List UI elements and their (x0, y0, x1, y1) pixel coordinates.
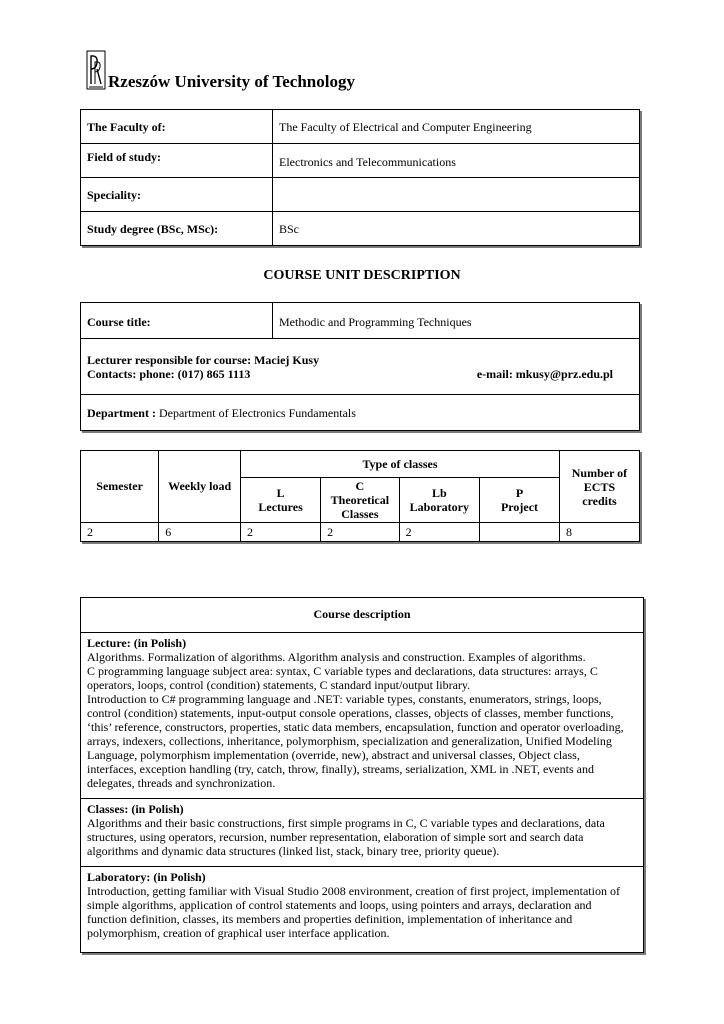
lectures-value: 2 (241, 523, 321, 542)
table-row (81, 212, 640, 246)
theoretical-classes-header (321, 478, 399, 523)
faculty-label: The Faculty of: (81, 110, 273, 144)
weekly-load-value: 6 (159, 523, 241, 542)
theoretical-classes-value: 2 (321, 523, 399, 542)
table-row (81, 598, 644, 633)
table-row (81, 395, 640, 431)
table-row (81, 110, 640, 144)
field-of-study-label: Field of study: (81, 144, 273, 178)
table-row (81, 633, 644, 799)
course-info-table (80, 302, 640, 431)
table-row (81, 867, 644, 953)
ects-header-line-1: Number of (571, 465, 628, 480)
theoretical-classes-name-1: Theoretical (330, 493, 390, 507)
classes-table (80, 450, 640, 542)
table-row (81, 339, 640, 395)
study-degree-value: BSc (273, 212, 640, 246)
table-row (81, 303, 640, 339)
table-row (81, 144, 640, 178)
laboratory-heading: Laboratory: (in Polish) (87, 870, 206, 884)
classes-section (81, 799, 644, 867)
project-value (480, 523, 560, 542)
speciality-value (273, 178, 640, 212)
lecture-heading: Lecture: (in Polish) (87, 636, 187, 650)
semester-header: Semester (81, 451, 159, 523)
lecturer-cell (81, 339, 640, 395)
contacts-email: e-mail: mkusy@prz.edu.pl (476, 367, 613, 381)
university-logo-icon (86, 50, 106, 90)
laboratory-line: function definition, classes, its members and properties definition, implementation of inheritance and (87, 912, 573, 926)
table-row (81, 523, 640, 542)
laboratory-code: Lb (431, 486, 447, 500)
laboratory-line: Introduction, getting familiar with Visual Studio 2008 environment, creation of first project, implementation of (87, 884, 620, 898)
course-description-title: Course description (81, 598, 644, 633)
theoretical-classes-name-2: Classes (341, 507, 379, 521)
classes-heading: Classes: (in Polish) (87, 802, 184, 816)
table-row (81, 799, 644, 867)
department-label: Department : (87, 406, 156, 420)
course-description-table (80, 597, 644, 953)
lecture-line: ‘this’ reference, constructors, properties, static data members, encapsulation, function and operator overloading, (87, 720, 624, 734)
contacts-row (87, 367, 613, 381)
lecture-line: control (condition) statements, input-output console operations, classes, objects of classes, member functions, (87, 706, 614, 720)
semester-value: 2 (81, 523, 159, 542)
theoretical-classes-code: C (355, 479, 365, 493)
faculty-info-table (80, 109, 640, 246)
lectures-code: L (276, 486, 285, 500)
laboratory-line: simple algorithms, application of control statements and loops, using pointers and arrays, declaration and (87, 898, 592, 912)
lecture-line: operators, loops, control (condition) statements, C standard input/output library. (87, 678, 471, 692)
course-title-value: Methodic and Programming Techniques (273, 303, 640, 339)
course-title-label: Course title: (81, 303, 273, 339)
project-code: P (515, 486, 524, 500)
lecture-line: Algorithms. Formalization of algorithms. Algorithm analysis and construction. Examples of algorithms. (87, 650, 586, 664)
laboratory-line: polymorphism, creation of graphical user interface application. (87, 926, 390, 940)
laboratory-section (81, 867, 644, 953)
project-header (480, 478, 560, 523)
lecture-line: Language, polymorphism implementation (override, new), abstract and universal classes, Object class, (87, 748, 580, 762)
table-row (81, 178, 640, 212)
lectures-name: Lectures (258, 500, 303, 514)
university-title: Rzeszów University of Technology (108, 72, 355, 91)
lecturer-line: Lecturer responsible for course: Maciej Kusy (87, 353, 320, 367)
department-value: Department of Electronics Fundamentals (158, 406, 356, 420)
contacts-phone: Contacts: phone: (017) 865 1113 (87, 367, 251, 381)
lecture-section (81, 633, 644, 799)
department-cell (81, 395, 640, 431)
ects-value: 8 (559, 523, 639, 542)
laboratory-value: 2 (399, 523, 479, 542)
weekly-load-header: Weekly load (159, 451, 241, 523)
laboratory-name: Laboratory (409, 500, 469, 514)
lecture-line: arrays, indexers, collections, inheritance, polymorphism, specialization and generalization, Unified Modeling (87, 734, 612, 748)
section-title: COURSE UNIT DESCRIPTION (263, 268, 461, 283)
lecture-line: C programming language subject area: syntax, C variable types and declarations, data structures: arrays, C (87, 664, 598, 678)
classes-line: Algorithms and their basic constructions, first simple programs in C, C variable types and declarations, data (87, 816, 605, 830)
ects-header-line-2: ECTS (583, 479, 616, 494)
field-of-study-value: Electronics and Telecommunications (273, 144, 640, 178)
ects-header (559, 451, 639, 523)
laboratory-header (399, 478, 479, 523)
table-row (81, 451, 640, 478)
classes-line: algorithms and dynamic data structures (linked list, stack, binary tree, priority queue). (87, 844, 500, 858)
speciality-label: Speciality: (81, 178, 273, 212)
classes-line: structures, using operators, recursion, number representation, elaboration of simple sort and search data (87, 830, 584, 844)
lectures-header (241, 478, 321, 523)
lecture-line: delegates, threads and synchronization. (87, 776, 276, 790)
faculty-value: The Faculty of Electrical and Computer Engineering (273, 110, 640, 144)
ects-header-line-3: credits (582, 493, 617, 508)
lecture-line: Introduction to C# programming language and .NET: variable types, constants, enumerators, strings, loops, (87, 692, 602, 706)
project-name: Project (500, 500, 539, 514)
type-of-classes-header: Type of classes (241, 451, 560, 478)
lecture-line: interfaces, exception handling (try, catch, throw, finally), streams, serialization, XML in .NET, events and (87, 762, 594, 776)
study-degree-label: Study degree (BSc, MSc): (81, 212, 273, 246)
